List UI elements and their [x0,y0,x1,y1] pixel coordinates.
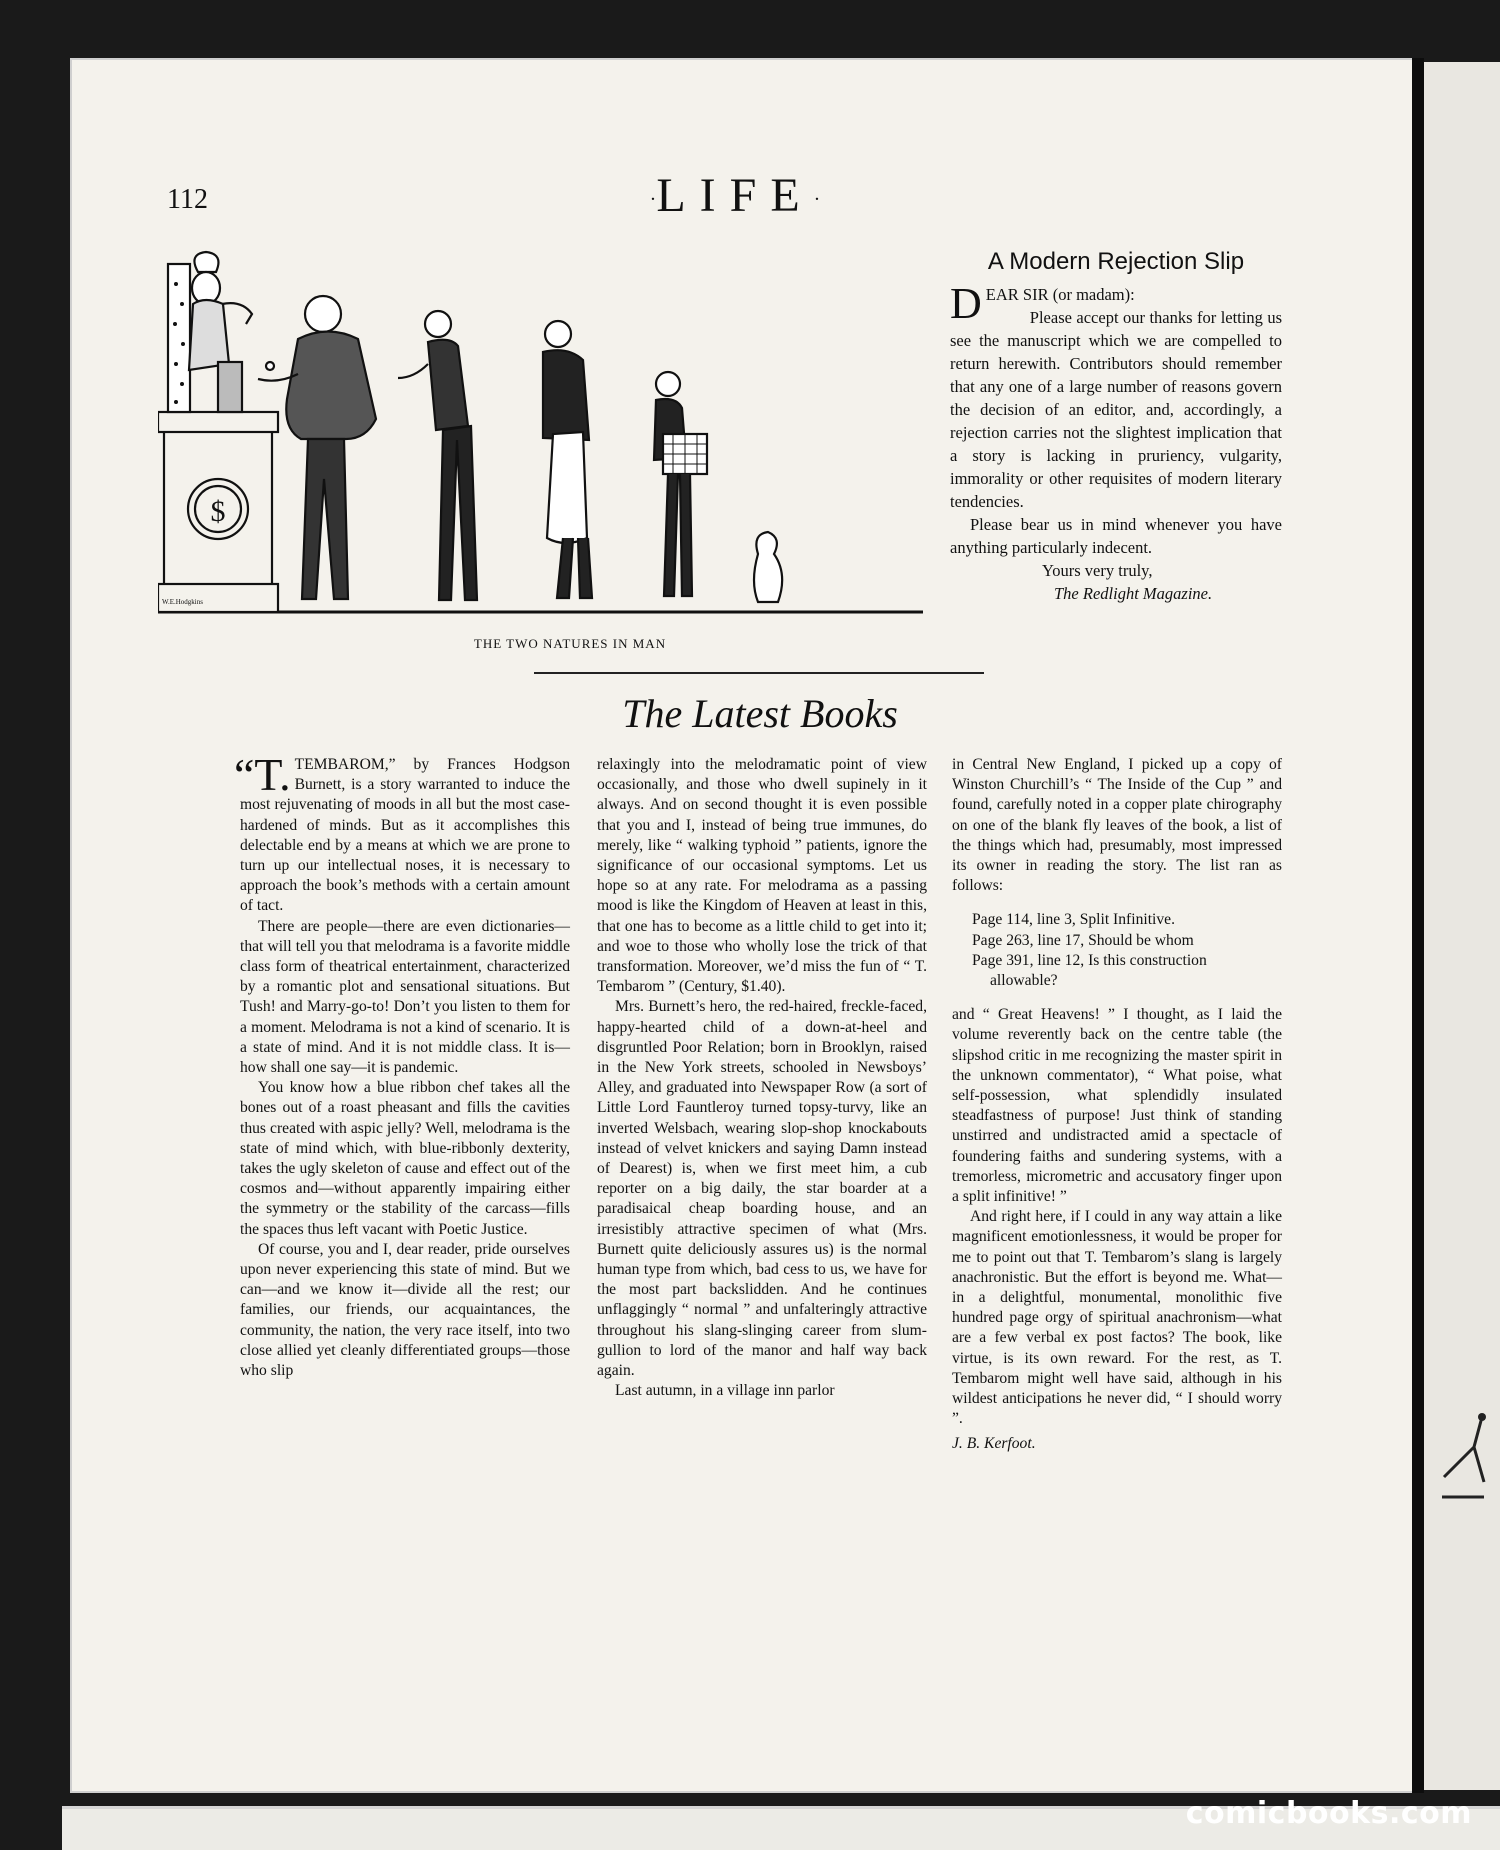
slip-paragraph-2: Please bear us in mind whenever you have anything particularly indecent. [950,515,1282,557]
slip-paragraph-1: Please accept our thanks for letting us see the manuscript which we are compelled to return herewith. Contributors should remember that any one of a large number of reasons govern the decision of an editor, and, accordingly, a rejection carries not the slightest implication that a story is lacking in pruriency, vulgarity, immorality or other requisites of modern literary tendencies. [950,308,1282,511]
watermark: comicbooks.com [1185,1796,1472,1831]
paragraph: “T. TEMBAROM,” by Frances Hodgson Burnett, is a story warranted to induce the most rejuvenating of moods in all but the most case-hardened of minds. But as it accomplishes this delectable end by a means at which we are prone to turn up our intellectual noses, it is necessary to approach the book’s methods with a certain amount of tact. [234,749,570,915]
list-item: allowable? [990,972,1058,990]
dollar-symbol: $ [210,495,226,528]
masthead: ·LIFE· [649,169,821,222]
salutation: EAR SIR (or madam): [985,285,1135,304]
cartoon-caption: THE TWO NATURES IN MAN [473,636,667,651]
paragraph: Of course, you and I, dear reader, pride ourselves upon never experiencing this state of mind. But we can—and we know it—divide all the rest; our families, our friends, our acquaintances, the community, the nation, the very race itself, into two close allied yet cleanly differentiated groups—those who slip [240,1240,570,1380]
slip-signature: The Redlight Magazine. [1054,584,1213,603]
author-signature: J. B. Kerfoot. [952,1434,1036,1452]
article-column-2 [597,755,927,1402]
cartoon-two-natures [158,244,928,624]
section-divider [534,672,984,674]
list-item: Page 391, line 12, Is this construction [972,951,1207,969]
drop-cap-t: “T. [234,749,291,800]
masthead-title: LIFE [656,169,814,222]
list-item: Page 114, line 3, Split Infinitive. [972,911,1175,929]
article-column-3 [952,755,1282,1454]
rejection-slip [950,250,1282,605]
rejection-slip-body [950,279,1282,513]
adjacent-page-edge [1424,62,1500,1790]
paragraph: You know how a blue ribbon chef takes all the bones out of a roast pheasant and fills the cavities thus created with aspic jelly? Well, melodrama is the state of mind which, with blue-ribbonly dexterity, takes the ugly skeleton of cause and effect out of the cosmos and—without apparently impairing either the symmetry or the stability of the carcass—fills the spaces thus left vacant with Poetic Justice. [240,1079,570,1238]
errata-list [972,910,1282,991]
paragraph: Last autumn, in a village inn parlor [615,1382,835,1400]
page-gutter [1412,58,1424,1793]
adjacent-page-sketch [1434,1407,1494,1527]
article-title: The Latest Books [622,691,898,736]
paragraph: Mrs. Burnett’s hero, the red-haired, freckle-faced, happy-hearted child of a down-at-heel and disgruntled Poor Relation; born in Brooklyn, raised in the New York streets, schooled in Newsboys’ Alley, and graduated into Newspaper Row (a sort of Little Lord Fauntleroy turned topsy-turvy, like an inverted Welsbach, wearing slop-shop knockabouts instead of velvet knickers and saying Damn instead of Dearest) is, when we first meet him, a cub reporter on a big daily, the star boarder at a paradisaical cheap boarding house, and an irresistibly attractive specimen of what (Mrs. Burnett quite deliciously assures us) is the normal human type from which, bad cess to us, we have for the most part backslidden. And he continues unflaggingly “ normal ” and unfalteringly attractive throughout his slang-slinging career from slum-gullion to lord of the manor and half way back again. [597,998,927,1380]
artist-signature: W.E.Hodgkins [162,598,203,606]
page-number: 112 [167,184,208,215]
list-item: Page 263, line 17, Should be whom [972,931,1194,949]
dog [754,532,782,602]
paragraph: relaxingly into the melodramatic point of view occasionally, and those who dwell supinely in it always. And on second thought it is even possible that you and I, instead of being true immunes, do merely, like “ walking typhoid ” patients, ignore the significance of our occasional symptoms. Let us hope so at any rate. For melodrama as a passing mood is like the Kingdom of Heaven at least in this, that one has to become as a little child to get into it; and woe to those who wholly lose the trick of that transformation. Moreover, we’d miss the fun of “ T. Tembarom ” (Century, $1.40). [597,756,927,996]
paragraph: And right here, if I could in any way attain a like magnificent emotionlessness, it would be proper for me to point out that T. Tembarom’s slang is largely anachronistic. But the effort is beyond me. What—in a delightful, monumental, monolithic five hundred page orgy of spiritual anachronism—what are a few verbal ex post factos? The book, like virtue, is its own reward. For the rest, as T. Tembarom might well have said, although in his wildest anticipations he never did, “ I should worry ”. [952,1208,1282,1428]
article-column-1 [234,749,570,1381]
rejection-slip-title: A Modern Rejection Slip [987,248,1245,275]
drop-cap-d: D [950,279,982,328]
paragraph: There are people—there are even dictionaries—that will tell you that melodrama is a favorite middle class form of theatrical entertainment, characterized by a romantic plot and sensational situations. But Tush! and Marry-go-to! Don’t you listen to them for a moment. Melodrama is not a kind of scenario. It is a state of mind. And it is not middle class. It is—how shall one say—it is pandemic. [240,917,570,1077]
slip-closing: Yours very truly, [1042,561,1153,580]
paragraph: in Central New England, I picked up a copy of Winston Churchill’s “ The Inside of the Cup ” and found, carefully noted in a copper plate chirography on one of the blank fly leaves of the book, a list of the things which had, presumably, most impressed its owner in reading the story. The list ran as follows: [952,756,1282,895]
paragraph: and “ Great Heavens! ” I thought, as I laid the volume reverently back on the centre table (the slipshod critic in me recognizing the master spirit in the unknown commentator), “ What poise, what self-possession, what splendidly insulated steadfastness of purpose! Just think of standing unstirred and undistracted amid a spectacle of foundering faiths and sundering systems, with a tremorless, micrometric and accusatory finger upon a split infinitive! ” [952,1006,1282,1206]
